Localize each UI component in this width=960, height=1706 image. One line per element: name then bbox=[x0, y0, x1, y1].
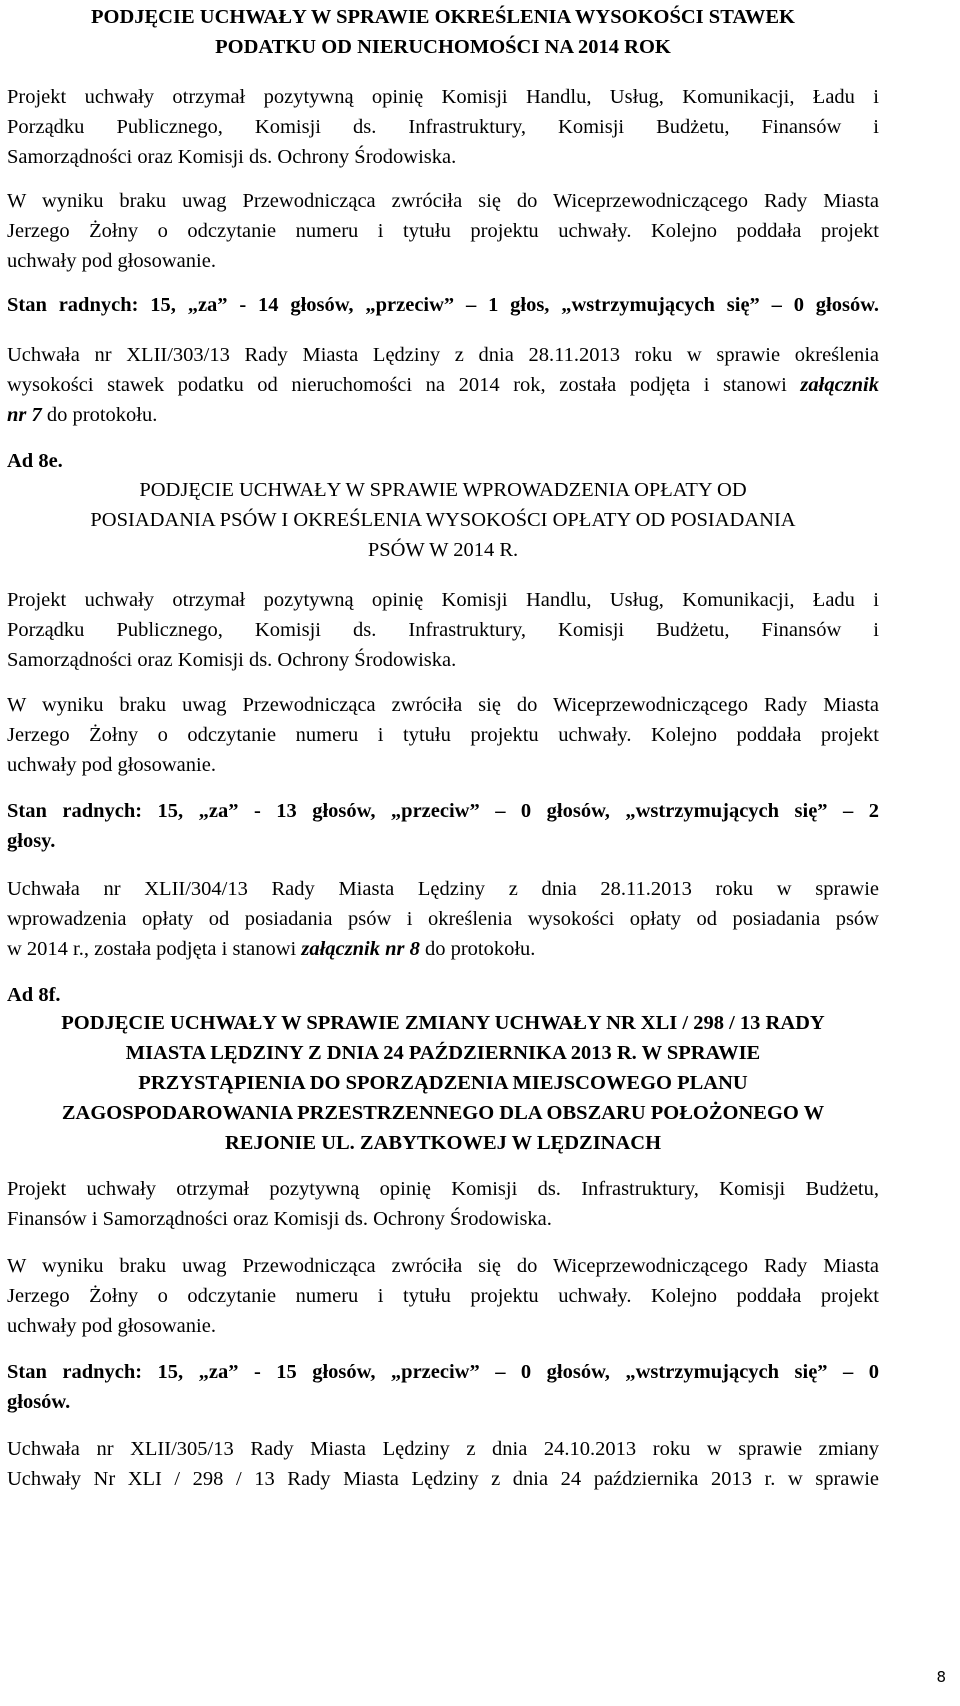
section3-procedure-line1: W wyniku braku uwag Przewodnicząca zwróciła się do Wiceprzewodniczącego Rady Miasta bbox=[7, 1255, 879, 1277]
page-number: 8 bbox=[936, 1668, 946, 1686]
section1-procedure-line3: uchwały pod głosowanie. bbox=[7, 250, 216, 272]
section1-title bbox=[7, 2, 879, 62]
section3-opinion-line2: Finansów i Samorządności oraz Komisji ds. Ochrony Środowiska. bbox=[7, 1208, 552, 1230]
section2-resolution-line3 bbox=[7, 934, 879, 964]
section1-attachment-number: nr 7 bbox=[7, 404, 42, 426]
section2-vote-line2: głosy. bbox=[7, 830, 56, 852]
section2-title-line3: PSÓW W 2014 R. bbox=[367, 539, 519, 561]
section3-procedure bbox=[7, 1251, 879, 1341]
section1-resolution-line1: Uchwała nr XLII/303/13 Rady Miasta Lędziny z dnia 28.11.2013 roku w sprawie określenia bbox=[7, 344, 879, 366]
section2-title-line1: PODJĘCIE UCHWAŁY W SPRAWIE WPROWADZENIA OPŁATY OD bbox=[139, 479, 747, 501]
section1-resolution bbox=[7, 340, 879, 430]
section3-vote-line1: Stan radnych: 15, „za” - 15 głosów, „przeciw” – 0 głosów, „wstrzymujących się” – 0 bbox=[7, 1361, 879, 1383]
section2-opinion-line2: Porządku Publicznego, Komisji ds. Infrastruktury, Komisji Budżetu, Finansów i bbox=[7, 619, 879, 641]
section3-title-line3: PRZYSTĄPIENIA DO SPORZĄDZENIA MIEJSCOWEGO PLANU bbox=[138, 1072, 748, 1094]
section1-attachment-ref: załącznik bbox=[800, 374, 879, 396]
section2-vote bbox=[7, 796, 879, 856]
section2-opinion-line3: Samorządności oraz Komisji ds. Ochrony Środowiska. bbox=[7, 649, 457, 671]
section1-opinion-line3: Samorządności oraz Komisji ds. Ochrony Środowiska. bbox=[7, 146, 457, 168]
section1-vote-line: Stan radnych: 15, „za” - 14 głosów, „przeciw” – 1 głos, „wstrzymujących się” – 0 głosów. bbox=[7, 294, 879, 316]
section3-resolution-line1: Uchwała nr XLII/305/13 Rady Miasta Lędziny z dnia 24.10.2013 roku w sprawie zmiany bbox=[7, 1438, 879, 1460]
section3-resolution bbox=[7, 1434, 879, 1494]
section3-title-line1: PODJĘCIE UCHWAŁY W SPRAWIE ZMIANY UCHWAŁY NR XLI / 298 / 13 RADY bbox=[61, 1012, 825, 1034]
section1-vote bbox=[7, 290, 879, 320]
section1-procedure-line2: Jerzego Żołny o odczytanie numeru i tytułu projektu uchwały. Kolejno poddała projekt bbox=[7, 220, 879, 242]
section2-procedure bbox=[7, 690, 879, 780]
section2-attachment-ref: załącznik nr 8 bbox=[301, 938, 420, 960]
section1-resolution-line2-text: wysokości stawek podatku od nieruchomości na 2014 rok, została podjęta i stanowi bbox=[7, 374, 787, 396]
section1-opinion bbox=[7, 82, 879, 172]
section3-opinion-line1: Projekt uchwały otrzymał pozytywną opinię Komisji ds. Infrastruktury, Komisji Budżetu, bbox=[7, 1178, 879, 1200]
section1-resolution-line3-text: do protokołu. bbox=[41, 404, 158, 426]
section2-opinion-line1: Projekt uchwały otrzymał pozytywną opinię Komisji Handlu, Usług, Komunikacji, Ładu i bbox=[7, 589, 879, 611]
section3-title bbox=[7, 1008, 879, 1158]
section1-opinion-line2: Porządku Publicznego, Komisji ds. Infrastruktury, Komisji Budżetu, Finansów i bbox=[7, 116, 879, 138]
section2-resolution-line3-text: w 2014 r., została podjęta i stanowi bbox=[7, 938, 302, 960]
section2-title-line2: POSIADANIA PSÓW I OKREŚLENIA WYSOKOŚCI OPŁATY OD POSIADANIA bbox=[90, 509, 796, 531]
section2-resolution bbox=[7, 874, 879, 964]
section3-vote bbox=[7, 1357, 879, 1417]
section2-ad: Ad 8e. bbox=[7, 450, 63, 472]
section2-resolution-line1: Uchwała nr XLII/304/13 Rady Miasta Lędziny z dnia 28.11.2013 roku w sprawie bbox=[7, 878, 879, 900]
section1-title-line1: PODJĘCIE UCHWAŁY W SPRAWIE OKREŚLENIA WYSOKOŚCI STAWEK bbox=[90, 6, 795, 28]
section3-procedure-line2: Jerzego Żołny o odczytanie numeru i tytułu projektu uchwały. Kolejno poddała projekt bbox=[7, 1285, 879, 1307]
section3-title-line5: REJONIE UL. ZABYTKOWEJ W LĘDZINACH bbox=[224, 1132, 662, 1154]
section2-title bbox=[7, 475, 879, 565]
section1-resolution-line3 bbox=[7, 400, 879, 430]
section1-resolution-line2 bbox=[7, 370, 879, 400]
section2-vote-line1: Stan radnych: 15, „za” - 13 głosów, „przeciw” – 0 głosów, „wstrzymujących się” – 2 bbox=[7, 800, 879, 822]
section3-resolution-line2: Uchwały Nr XLI / 298 / 13 Rady Miasta Lędziny z dnia 24 października 2013 r. w sprawie bbox=[7, 1468, 879, 1490]
section3-procedure-line3: uchwały pod głosowanie. bbox=[7, 1315, 216, 1337]
section3-opinion bbox=[7, 1174, 879, 1234]
section3-title-line4: ZAGOSPODAROWANIA PRZESTRZENNEGO DLA OBSZARU POŁOŻONEGO W bbox=[61, 1102, 825, 1124]
section1-opinion-line1: Projekt uchwały otrzymał pozytywną opinię Komisji Handlu, Usług, Komunikacji, Ładu i bbox=[7, 86, 879, 108]
section2-procedure-line2: Jerzego Żołny o odczytanie numeru i tytułu projektu uchwały. Kolejno poddała projekt bbox=[7, 724, 879, 746]
section2-resolution-line3-tail: do protokołu. bbox=[419, 938, 536, 960]
section3-title-line2: MIASTA LĘDZINY Z DNIA 24 PAŹDZIERNIKA 2013 R. W SPRAWIE bbox=[125, 1042, 761, 1064]
section2-opinion bbox=[7, 585, 879, 675]
section1-procedure bbox=[7, 186, 879, 276]
section2-resolution-line2: wprowadzenia opłaty od posiadania psów i określenia wysokości opłaty od posiadania psów bbox=[7, 908, 879, 930]
section3-vote-line2: głosów. bbox=[7, 1391, 71, 1413]
section1-procedure-line1: W wyniku braku uwag Przewodnicząca zwróciła się do Wiceprzewodniczącego Rady Miasta bbox=[7, 190, 879, 212]
section3-ad: Ad 8f. bbox=[7, 984, 61, 1006]
section2-procedure-line3: uchwały pod głosowanie. bbox=[7, 754, 216, 776]
section1-title-line2: PODATKU OD NIERUCHOMOŚCI NA 2014 ROK bbox=[215, 36, 671, 58]
section2-procedure-line1: W wyniku braku uwag Przewodnicząca zwróciła się do Wiceprzewodniczącego Rady Miasta bbox=[7, 694, 879, 716]
